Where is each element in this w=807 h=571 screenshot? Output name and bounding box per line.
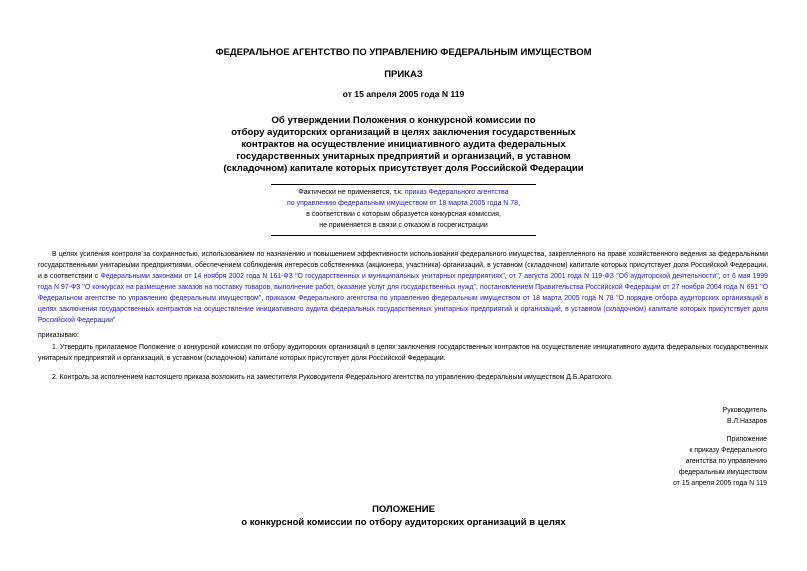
note-link-order[interactable]: приказ Федерального агентства — [404, 189, 509, 196]
signature-block — [723, 405, 767, 427]
note-bottom-divider — [271, 235, 536, 236]
link-law-119[interactable]: от 7 августа 2001 года N 119-ФЗ "Об аудиторской деятельности" — [509, 273, 719, 280]
signature-name: В.Л.Назаров — [727, 418, 767, 425]
paragraph-text: , — [718, 273, 723, 280]
paragraph-text: , — [475, 284, 480, 291]
clause-2: 2. Контроль за исполнением настоящего приказа возложить на заместителя Руководителя Федерального агентства по управлению федеральным имуществом Д.Б.Аратского. — [52, 374, 613, 381]
link-law-161[interactable]: Федеральными законами от 14 ноября 2002 года N 161-ФЗ "О государственных и муниципальных унитарных предприятиях" — [100, 273, 505, 280]
paragraph-text: , — [504, 273, 510, 280]
title-line: Об утверждении Положения о конкурсной комиссии по — [271, 115, 536, 126]
note-text: в соответствии с которым образуется конкурсная комиссия, — [306, 211, 501, 218]
regulation-title: ПОЛОЖЕНИЕ — [372, 504, 435, 515]
link-order-78[interactable]: приказом Федерального агентства по управлению федеральным имуществом от 18 марта 2005 года N 78 "О порядке отбора аудиторских организаций в целях заключения государственных контрактов на осуществление инициативного аудита федеральных государственных унитарных предприятий и организаций, в уставном (складочном) капитале которых присутствует доля Российской Федерации" — [38, 295, 768, 324]
decree-word: приказываю: — [38, 332, 79, 339]
note-text: , — [518, 200, 521, 207]
note-text: Фактически не применяется, т.к. — [298, 189, 405, 196]
note-text: не применяется в связи с отказом в госрегистрации — [319, 222, 488, 229]
order-heading: ПРИКАЗ — [384, 69, 423, 80]
agency-heading: ФЕДЕРАЛЬНОЕ АГЕНТСТВО ПО УПРАВЛЕНИЮ ФЕДЕРАЛЬНЫМ ИМУЩЕСТВОМ — [215, 47, 592, 58]
order-title — [0, 115, 807, 175]
title-line: государственных унитарных предприятий и организаций, в уставном — [236, 151, 571, 162]
regulation-subtitle: о конкурсной комиссии по отбору аудиторских организаций в целях — [241, 517, 566, 528]
appendix-line: Приложение — [726, 436, 767, 443]
appendix-line: к приказу Федерального — [689, 447, 767, 454]
link-resolution-691[interactable]: постановлением Правительства Российской Федерации от 27 ноября 2004 года N 691 "О Федеральном агентстве по управлению федеральным имуществом" — [38, 284, 768, 302]
appendix-block — [673, 434, 767, 489]
title-line: (складочном) капитале которых присутствует доля Российской Федерации — [223, 163, 584, 174]
note-top-divider — [271, 184, 536, 185]
order-date: от 15 апреля 2005 года N 119 — [342, 89, 465, 99]
clause-1: 1. Утвердить прилагаемое Положение о конкурсной комиссии по отбору аудиторских организаций в целях заключения государственных контрактов на осуществление инициативного аудита федеральных государственных унитарных предприятий и организаций, в уставном (складочном) капитале которых присутствует доля Российской Федерации. — [38, 344, 768, 362]
preamble-paragraph — [38, 249, 768, 326]
link-law-97[interactable]: от 6 мая 1999 года N 97-ФЗ "О конкурсах на размещение заказов на поставку товаров, выполнение работ, оказание услуг для государственных нужд" — [38, 273, 768, 291]
status-note — [0, 187, 807, 231]
title-line: отбору аудиторских организаций в целях заключения государственных — [231, 127, 576, 138]
title-line: контрактов на осуществление инициативного аудита федеральных — [241, 139, 566, 150]
note-link-order-date[interactable]: по управлению федеральным имуществом от 18 марта 2005 года N 78 — [286, 200, 519, 207]
signature-role: Руководитель — [722, 407, 767, 414]
paragraph-text: В целях усиления контроля за сохранностью, использованием по назначению и повышением эффективности использования федерального имущества, закрепленного на праве хозяйственного ведения за федеральными государственными унитарными предприятиями, обеспечением соблюдения интересов собственника (акционера, участника) организаций, в уставном (складочном) капитале которых присутствует доля Российской Федерации, и в соответствии с — [38, 251, 768, 280]
appendix-line: от 15 апреля 2005 года N 119 — [673, 480, 767, 487]
appendix-line: агентства по управлению — [685, 458, 767, 465]
paragraph-text: , — [261, 295, 266, 302]
appendix-line: федеральным имуществом — [678, 469, 767, 476]
